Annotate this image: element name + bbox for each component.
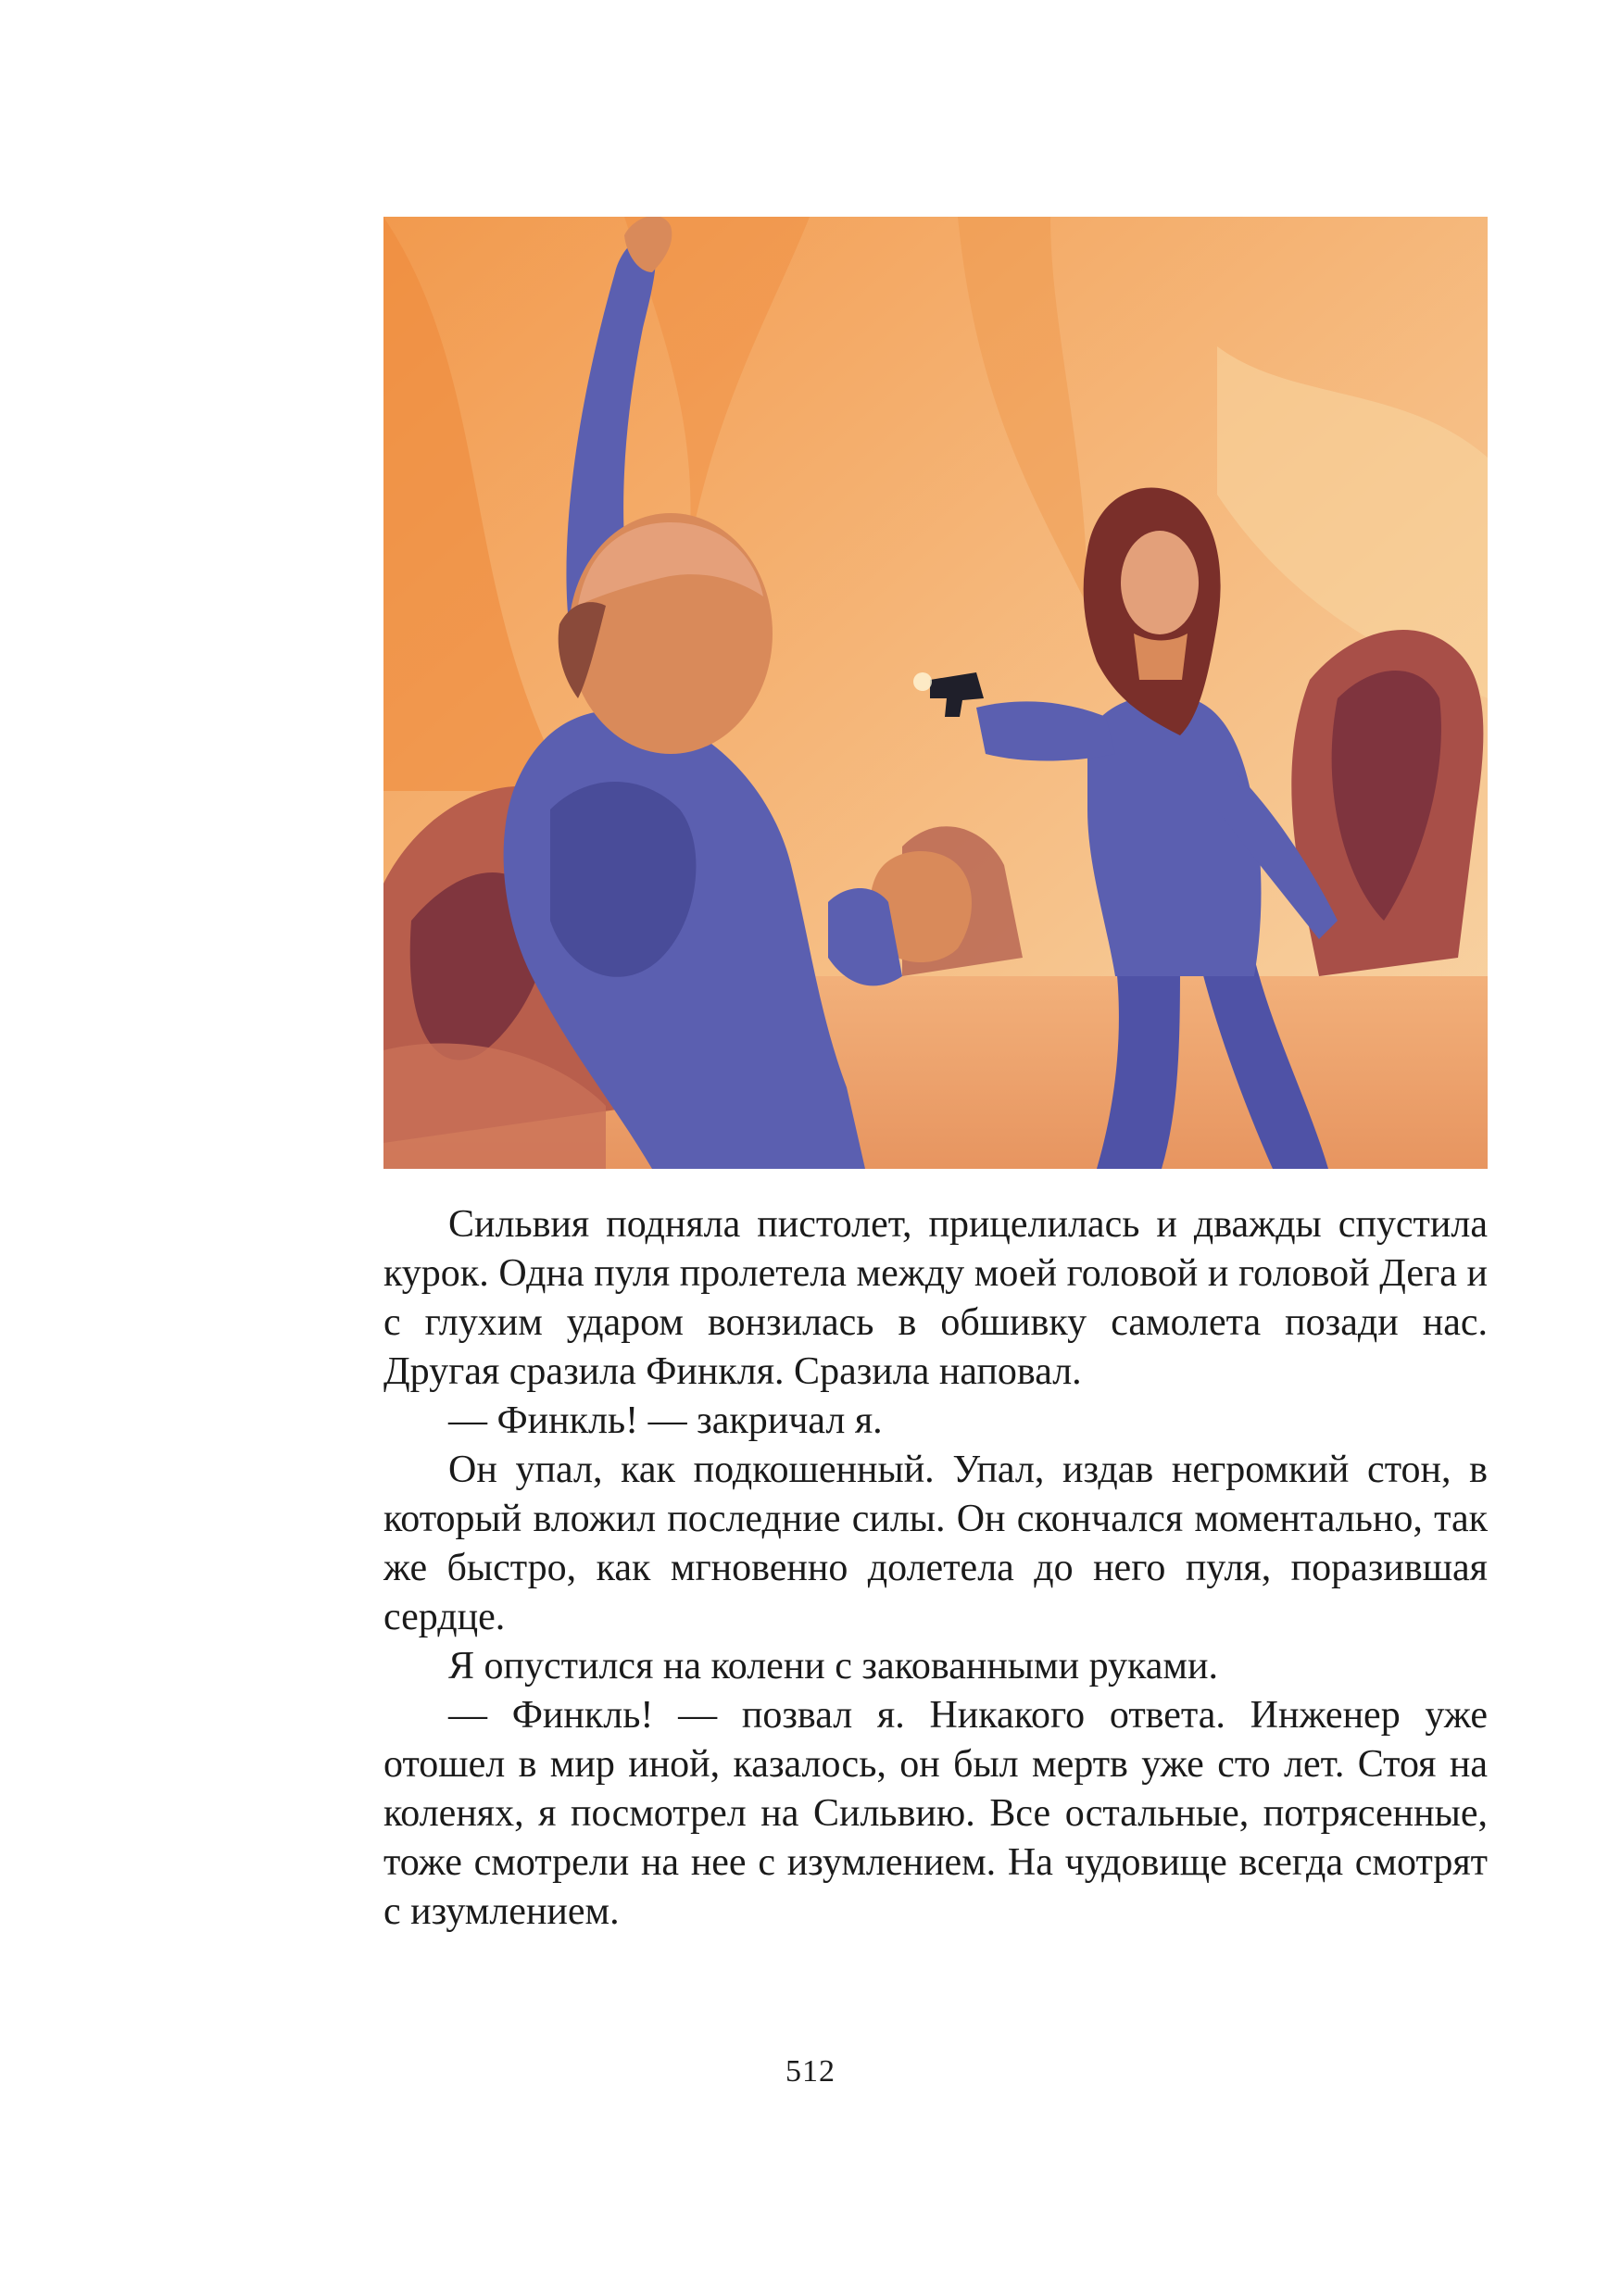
woman-face: [1121, 531, 1199, 634]
paragraph: Он упал, как подкошенный. Упал, издав негромкий стон, в который вложил последние силы. Он скончался моментально, так же быстро, как мгновенно долетела до него пуля, поразившая сердце.: [383, 1449, 1488, 1638]
paragraph: — Финкль! — позвал я. Никакого ответа. Инженер уже отошел в мир иной, казалось, он был мертв уже сто лет. Стоя на коленях, я посмотрел на Сильвию. Все остальные, потрясенные, тоже смотрели на нее с изумлением. На чудовище всегда смотрят с изумлением.: [383, 1694, 1488, 1933]
illustration-painting: [383, 217, 1488, 1169]
paragraph: Сильвия подняла пистолет, прицелилась и дважды спустила курок. Одна пуля пролетела между моей головой и головой Дега и с глухим ударом вонзилась в обшивку самолета позади нас. Другая сразила Финкля. Сразила наповал.: [383, 1203, 1488, 1393]
page-number: 512: [785, 2054, 836, 2089]
book-illustration: [383, 217, 1488, 1169]
paragraph: Я опустился на колени с закованными руками.: [448, 1645, 1218, 1687]
body-text: [383, 1200, 1488, 1937]
paragraph: — Финкль! — закричал я.: [448, 1399, 883, 1442]
